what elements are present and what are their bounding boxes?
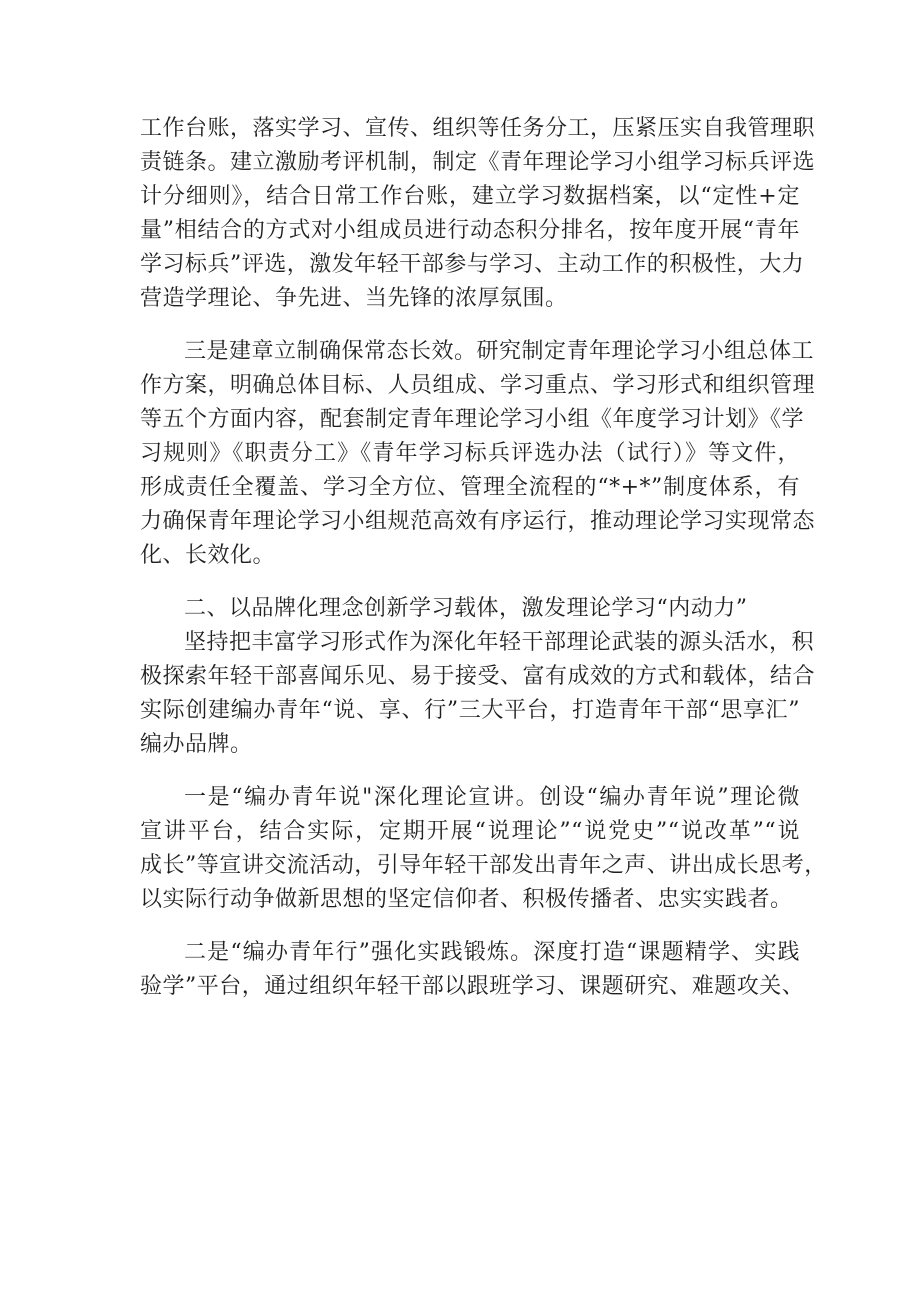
text-line: 成长”等宣讲交流活动，引导年轻干部发出青年之声、讲出成长思考， bbox=[140, 853, 827, 878]
text-line: 计分细则》，结合日常工作台账，建立学习数据档案，以“定性+定 bbox=[140, 184, 800, 209]
text-line: 量”相结合的方式对小组成员进行动态积分排名，按年度开展“青年 bbox=[140, 218, 800, 243]
text-line: 化、长效化。 bbox=[140, 543, 276, 568]
text-line: 验学”平台，通过组织年轻干部以跟班学习、课题研究、难题攻关、 bbox=[140, 974, 805, 999]
document-body bbox=[140, 112, 827, 1004]
text-line: 工作台账，落实学习、宣传、组织等任务分工，压紧压实自我管理职 bbox=[140, 116, 816, 141]
text-line: 等五个方面内容，配套制定青年理论学习小组《年度学习计划》《学 bbox=[140, 407, 805, 432]
text-line: 实际创建编办青年“说、享、行”三大平台，打造青年干部“思享汇” bbox=[140, 698, 800, 723]
paragraph-first-line: 三是建章立制确保常态长效。研究制定青年理论学习小组总体工 bbox=[184, 339, 815, 364]
text-line: 编办品牌。 bbox=[140, 732, 253, 757]
text-line: 作方案，明确总体目标、人员组成、学习重点、学习形式和组织管理 bbox=[140, 373, 816, 398]
text-line: 学习标兵”评选，激发年轻干部参与学习、主动工作的积极性，大力 bbox=[140, 252, 805, 277]
text-line: 习规则》《职责分工》《青年学习标兵评选办法（试行）》等文件， bbox=[140, 441, 800, 466]
section-heading: 二、以品牌化理念创新学习载体，激发理论学习“内动力” bbox=[184, 596, 748, 621]
text-line: 宣讲平台，结合实际，定期开展“说理论”“说党史”“说改革”“说 bbox=[140, 819, 800, 844]
text-line: 以实际行动争做新思想的坚定信仰者、积极传播者、忠实实践者。 bbox=[140, 887, 793, 912]
text-line: 责链条。建立激励考评机制，制定《青年理论学习小组学习标兵评选 bbox=[140, 150, 816, 175]
paragraph-first-line: 坚持把丰富学习形式作为深化年轻干部理论武装的源头活水，积 bbox=[184, 630, 815, 655]
text-line: 营造学理论、争先进、当先锋的浓厚氛围。 bbox=[140, 286, 568, 311]
paragraph-first-line: 二是“编办青年行”强化实践锻炼。深度打造“课题精学、实践 bbox=[184, 940, 800, 965]
text-line: 力确保青年理论学习小组规范高效有序运行，推动理论学习实现常态 bbox=[140, 509, 816, 534]
text-line: 形成责任全覆盖、学习全方位、管理全流程的“*+*”制度体系，有 bbox=[140, 475, 800, 500]
text-line: 极探索年轻干部喜闻乐见、易于接受、富有成效的方式和载体，结合 bbox=[140, 664, 816, 689]
paragraph-first-line: 一是“编办青年说"深化理论宣讲。创设“编办青年说”理论微 bbox=[184, 785, 800, 810]
